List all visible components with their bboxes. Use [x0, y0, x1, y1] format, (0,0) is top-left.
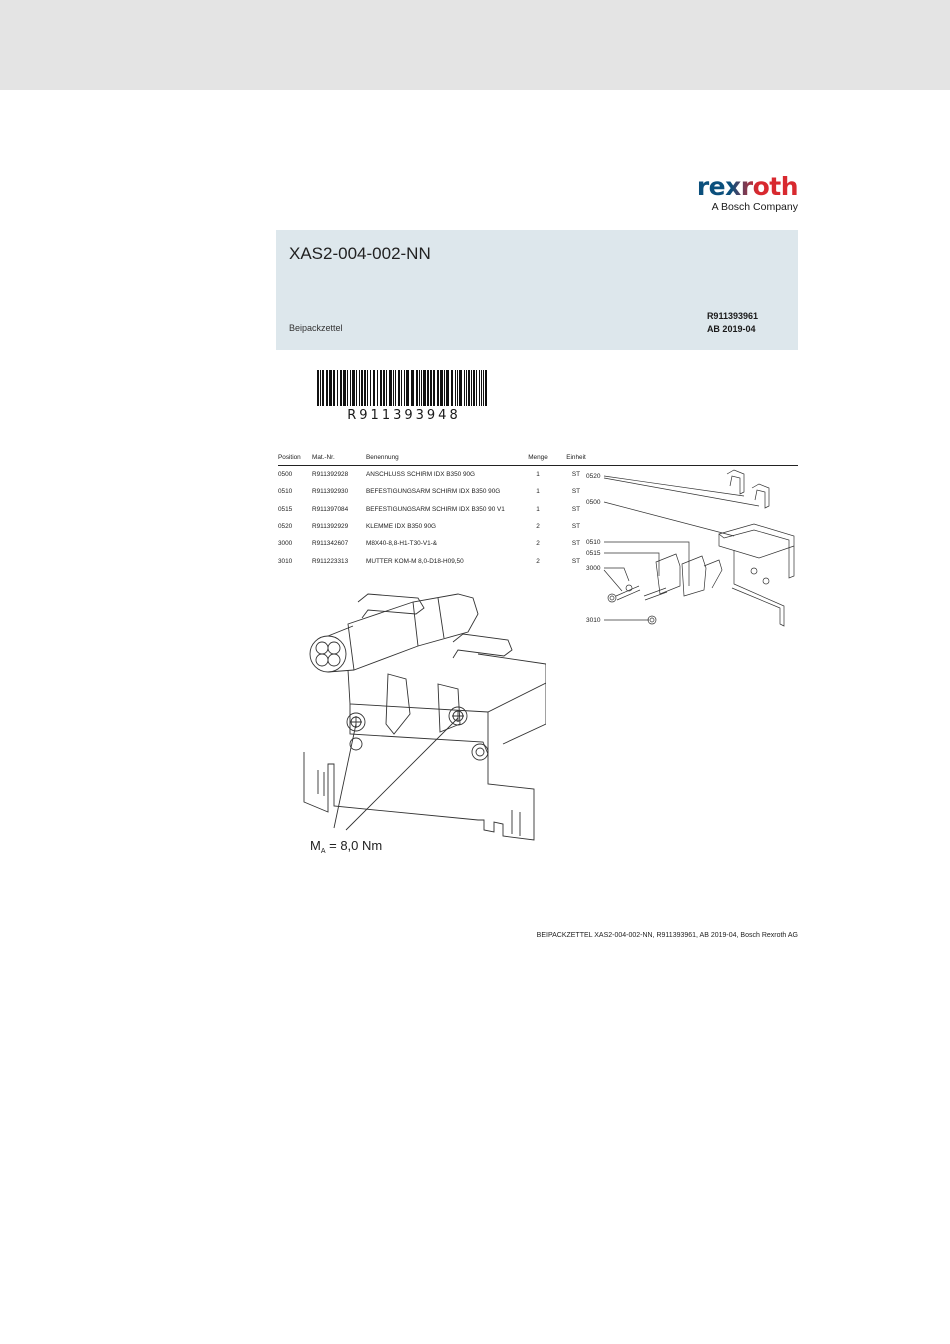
barcode-bar — [455, 370, 456, 406]
rexroth-logo — [690, 174, 798, 213]
barcode-bar — [421, 370, 422, 406]
barcode-bar — [333, 370, 335, 406]
barcode-bar — [419, 370, 420, 406]
barcode-bar — [361, 370, 363, 406]
barcode-bar — [326, 370, 328, 406]
barcode-bar — [430, 370, 432, 406]
barcode-bar — [416, 370, 418, 406]
barcode-bar — [406, 370, 409, 406]
cell-einheit: ST — [571, 505, 581, 513]
label-0500: 0500 — [586, 499, 601, 506]
barcode-bar — [466, 370, 467, 406]
document-header — [276, 230, 798, 350]
cell-position: 0520 — [278, 523, 293, 531]
label-3010: 3010 — [586, 617, 601, 624]
barcode-bar — [459, 370, 462, 406]
exploded-parts-drawing — [584, 466, 798, 632]
barcode-bar — [404, 370, 405, 406]
label-0520: 0520 — [586, 473, 601, 480]
cell-einheit: ST — [571, 557, 581, 565]
barcode-bar — [373, 370, 375, 406]
cell-benennung: BEFESTIGUNGSARM SCHIRM IDX B350 90G — [366, 488, 501, 496]
cell-mat-nr: R911392929 — [312, 523, 349, 531]
cell-position: 0515 — [278, 505, 293, 513]
cell-position: 3010 — [278, 557, 293, 565]
material-number: R911393961 — [706, 311, 758, 321]
document-title: XAS2-004-002-NN — [289, 244, 431, 263]
barcode-bar — [427, 370, 429, 406]
barcode-bar — [347, 370, 348, 406]
barcode-bar — [383, 370, 385, 406]
cell-position: 0510 — [278, 488, 293, 496]
barcode-bar — [451, 370, 453, 406]
cell-benennung: ANSCHLUSS SCHIRM IDX B350 90G — [366, 471, 476, 479]
barcode-bar — [337, 370, 338, 406]
barcode-bar — [479, 370, 480, 406]
barcode-bar — [317, 370, 319, 406]
edition: AB 2019-04 — [706, 324, 756, 334]
barcode-bar — [398, 370, 400, 406]
cell-einheit: ST — [571, 523, 581, 531]
cell-mat-nr: R911397084 — [312, 505, 349, 513]
barcode-bar — [340, 370, 342, 406]
cell-position: 0500 — [278, 471, 293, 479]
cell-menge: 1 — [536, 471, 540, 479]
label-0515: 0515 — [586, 550, 601, 557]
barcode-bar — [464, 370, 465, 406]
col-position: Position — [278, 450, 312, 466]
barcode-bar — [457, 370, 458, 406]
cell-benennung: M8X40-8,8-H1-T30-V1-& — [366, 540, 438, 548]
cell-mat-nr: R911392930 — [312, 488, 349, 496]
cell-menge: 2 — [536, 540, 540, 548]
barcode-bar — [389, 370, 392, 406]
barcode — [317, 370, 491, 406]
barcode-bar — [380, 370, 382, 406]
barcode-bar — [352, 370, 355, 406]
label-0510: 0510 — [586, 539, 601, 546]
cell-menge: 2 — [536, 557, 540, 565]
cell-einheit: ST — [571, 471, 581, 479]
barcode-bar — [329, 370, 332, 406]
cell-mat-nr: R911392928 — [312, 471, 349, 479]
barcode-bar — [471, 370, 472, 406]
col-benennung: Benennung — [366, 450, 518, 466]
footer-text: BEIPACKZETTEL XAS2-004-002-NN, R911393961, AB 2019-04, Bosch Rexroth AG — [536, 932, 798, 939]
barcode-bar — [356, 370, 357, 406]
barcode-bar — [433, 370, 435, 406]
barcode-bar — [364, 370, 366, 406]
cell-benennung: KLEMME IDX B350 90G — [366, 523, 436, 531]
barcode-bar — [440, 370, 443, 406]
logo-tagline: A Bosch Company — [711, 201, 798, 213]
cell-mat-nr: R911342607 — [312, 540, 349, 548]
cell-menge: 1 — [536, 488, 540, 496]
barcode-bar — [483, 370, 484, 406]
cell-benennung: BEFESTIGUNGSARM SCHIRM IDX B350 90 V1 — [366, 505, 505, 513]
col-menge: Menge — [518, 450, 560, 466]
barcode-bar — [395, 370, 396, 406]
col-mat-nr: Mat.-Nr. — [312, 450, 366, 466]
barcode-bar — [411, 370, 414, 406]
barcode-bar — [437, 370, 439, 406]
barcode-bar — [444, 370, 445, 406]
table-header-row — [278, 450, 798, 466]
logo-wordmark: rexroth — [690, 174, 798, 200]
barcode-bar — [476, 370, 477, 406]
label-3000: 3000 — [586, 565, 601, 572]
barcode-bar — [485, 370, 487, 406]
cell-mat-nr: R911223313 — [312, 557, 349, 565]
barcode-bar — [481, 370, 482, 406]
barcode-bar — [377, 370, 378, 406]
barcode-bar — [473, 370, 475, 406]
barcode-bar — [401, 370, 402, 406]
document-type: Beipackzettel — [289, 323, 343, 333]
cell-einheit: ST — [571, 488, 581, 496]
barcode-bar — [370, 370, 371, 406]
document-identifiers — [707, 310, 758, 336]
cell-position: 3000 — [278, 540, 293, 548]
barcode-bar — [359, 370, 360, 406]
barcode-bar — [367, 370, 368, 406]
torque-spec: $M_A = 8,0$ Nm — [310, 838, 383, 855]
barcode-bar — [393, 370, 394, 406]
barcode-bar — [350, 370, 351, 406]
barcode-bar — [468, 370, 470, 406]
barcode-bar — [320, 370, 321, 406]
cell-menge: 1 — [536, 505, 540, 513]
barcode-bar — [423, 370, 426, 406]
col-einheit: Einheit — [560, 450, 594, 466]
assembly-drawing — [298, 584, 546, 856]
col-spacer — [594, 450, 798, 466]
top-band — [0, 0, 950, 90]
barcode-bar — [446, 370, 449, 406]
barcode-bar — [386, 370, 387, 406]
barcode-bar — [343, 370, 346, 406]
cell-einheit: ST — [571, 540, 581, 548]
barcode-bar — [322, 370, 324, 406]
cell-menge: 2 — [536, 523, 540, 531]
cell-benennung: MUTTER KOM-M 8,0-D18-H09,50 — [366, 557, 464, 565]
barcode-text: R911393948 — [347, 408, 461, 423]
